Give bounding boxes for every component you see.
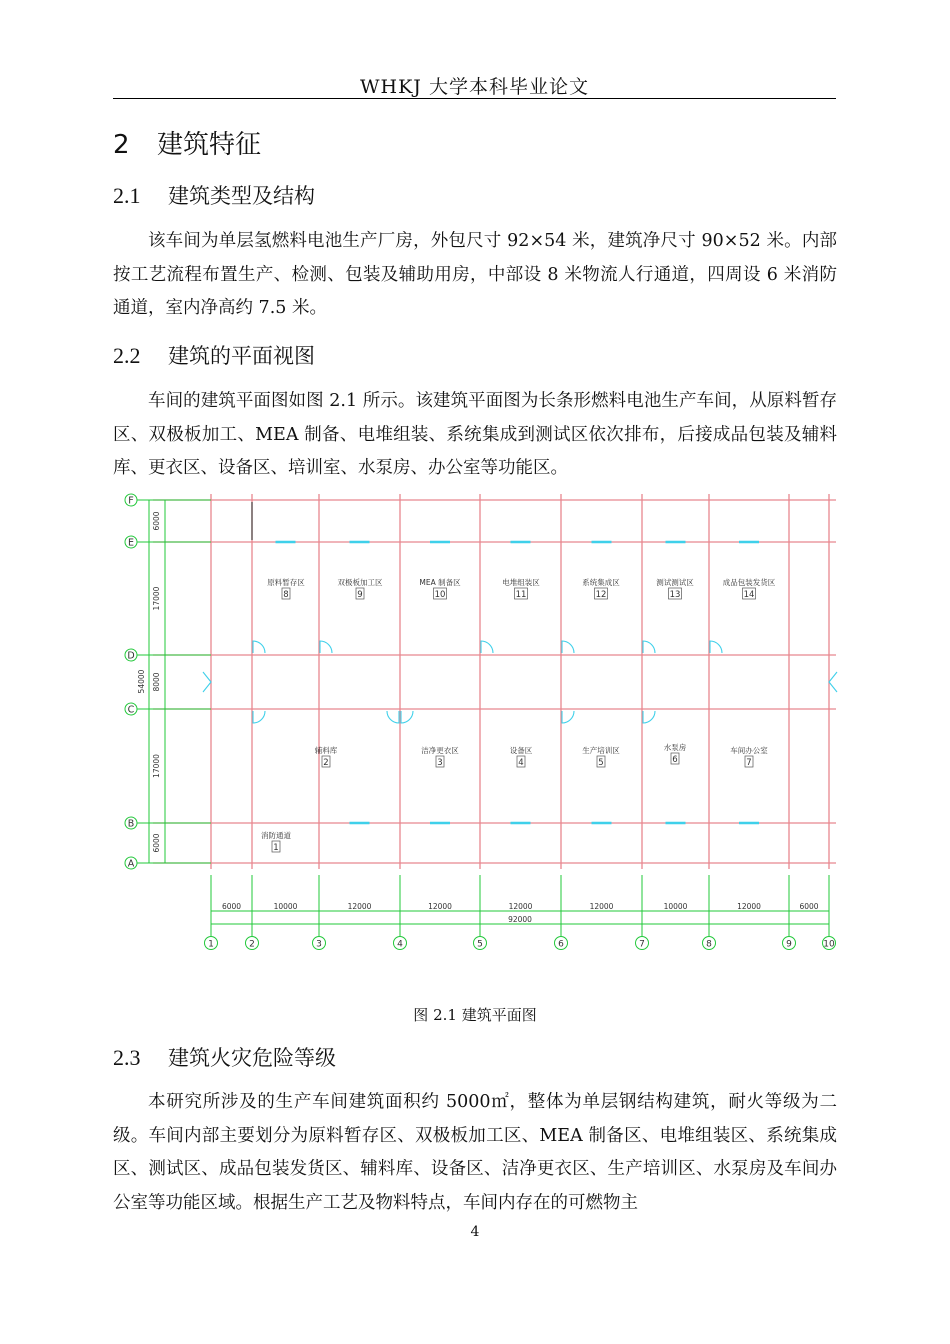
col-axis-label: 7 [639, 939, 645, 950]
row-axis-label: E [127, 537, 135, 549]
col-axis-label: 8 [706, 939, 712, 950]
room-number: 8 [283, 590, 289, 600]
chapter-number: 2 [113, 130, 130, 160]
room-name: 原料暂存区 [267, 578, 305, 587]
paragraph-floor-plan: 车间的建筑平面图如图 2.1 所示。该建筑平面图为长条形燃料电池生产车间，从原料暂存区、双极板加工、MEA 制备、电堆组装、系统集成到测试区依次排布，后接成品包装及辅料库、更衣区、设备区、培训室、水泵房、办公室等功能区。 [113, 391, 837, 478]
room-name: 双极板加工区 [337, 578, 383, 587]
room-name: 测试测试区 [656, 578, 694, 587]
row-axis-label: F [128, 495, 134, 507]
door-arc [253, 641, 265, 653]
room-name: 水泵房 [663, 743, 687, 752]
floor-plan-figure [113, 490, 843, 960]
section-number: 2.1 [113, 183, 141, 208]
col-dimension-label: 12000 [428, 902, 452, 911]
row-axis-label: B [127, 818, 135, 830]
chapter-heading [113, 124, 261, 161]
door-arc [401, 711, 413, 723]
col-axis-label: 4 [397, 939, 403, 950]
room-name: 电堆组装区 [502, 578, 540, 587]
corridor-door-left [203, 672, 211, 692]
page-number: 4 [470, 1224, 480, 1240]
corridor-door-right [829, 672, 837, 692]
room-name: MEA 制备区 [419, 578, 461, 587]
row-dimension-label: 17000 [152, 586, 161, 611]
col-axis-label: 1 [208, 939, 214, 950]
figure-caption: 图 2.1 建筑平面图 [413, 1006, 537, 1024]
room-number: 9 [357, 590, 363, 600]
col-axis-label: 6 [558, 939, 564, 950]
room-name: 洁净更衣区 [421, 746, 459, 755]
section-title: 建筑火灾危险等级 [168, 1046, 336, 1070]
chapter-title: 建筑特征 [157, 130, 262, 160]
room-number: 12 [595, 590, 607, 600]
row-axis-label: A [127, 858, 135, 870]
header-rule [113, 98, 836, 99]
door-arc [320, 641, 332, 653]
section-number: 2.2 [113, 343, 141, 368]
room-number: 6 [672, 755, 678, 765]
room-number: 2 [323, 758, 329, 768]
door-arc [481, 641, 493, 653]
section-heading-2-1 [113, 180, 315, 210]
section-heading-2-3 [113, 1042, 336, 1072]
row-dimension-label: 8000 [152, 672, 161, 692]
row-dimension-label: 17000 [152, 754, 161, 778]
room-name: 成品包装发货区 [722, 578, 776, 587]
room-number: 13 [669, 590, 681, 600]
paragraph-fire-hazard: 本研究所涉及的生产车间建筑面积约 5000㎡，整体为单层钢结构建筑，耐火等级为二级。车间内部主要划分为原料暂存区、双极板加工区、MEA 制备区、电堆组装区、系统集成区、测试区、成品包装发货区、辅料库、设备区、洁净更衣区、生产培训区、水泵房及车间办公室等功能区域。根据生产工艺及物料特点，车间内存在的可燃物主 [113, 1092, 837, 1213]
col-axis-label: 3 [316, 939, 322, 950]
room-number: 1 [273, 843, 279, 853]
room-number: 11 [515, 590, 527, 600]
door-arc [387, 711, 399, 723]
room-number: 14 [743, 590, 755, 600]
room-name: 设备区 [509, 746, 533, 755]
room-name: 系统集成区 [582, 578, 620, 587]
room-name: 车间办公室 [730, 746, 768, 755]
total-height-label: 54000 [137, 669, 146, 694]
room-name: 辅料库 [314, 746, 338, 755]
paragraph-building-type: 该车间为单层氢燃料电池生产厂房，外包尺寸 92×54 米，建筑净尺寸 90×52 米。内部按工艺流程布置生产、检测、包装及辅助用房，中部设 8 米物流人行通道，四周设 6 米消防通道，室内净高约 7.5 米。 [113, 231, 837, 318]
section-title: 建筑的平面视图 [168, 344, 315, 368]
door-arc [562, 711, 574, 723]
row-dimension-label: 6000 [152, 833, 161, 853]
col-dimension-label: 12000 [589, 902, 614, 911]
floor-plan-drawing [113, 490, 843, 960]
door-arc [710, 641, 722, 653]
room-name: 消防通道 [261, 831, 291, 840]
row-dimension-label: 6000 [152, 511, 161, 531]
door-arc [562, 641, 574, 653]
room-number: 3 [437, 758, 443, 768]
col-dimension-label: 10000 [273, 902, 298, 911]
room-name: 生产培训区 [582, 746, 620, 755]
room-number: 7 [746, 758, 752, 768]
col-dimension-label: 12000 [737, 902, 761, 911]
col-axis-label: 5 [477, 939, 483, 950]
row-axis-label: D [127, 650, 135, 662]
col-dimension-label: 12000 [508, 902, 533, 911]
col-dimension-label: 10000 [663, 902, 688, 911]
col-dimension-label: 6000 [799, 902, 819, 911]
section-heading-2-2 [113, 340, 315, 370]
door-arc [643, 641, 655, 653]
col-axis-label: 9 [786, 939, 792, 950]
col-axis-label: 2 [249, 939, 255, 950]
room-number: 10 [434, 590, 446, 600]
room-number: 5 [598, 758, 604, 768]
door-arc [253, 711, 265, 723]
section-title: 建筑类型及结构 [168, 184, 315, 208]
total-width-label: 92000 [508, 915, 532, 924]
col-axis-label: 10 [823, 939, 835, 950]
section-number: 2.3 [113, 1045, 141, 1070]
room-number: 4 [518, 758, 524, 768]
col-dimension-label: 6000 [221, 902, 242, 911]
row-axis-label: C [127, 704, 135, 716]
door-arc [643, 711, 655, 723]
col-dimension-label: 12000 [347, 902, 372, 911]
running-header: WHKJ 大学本科毕业论文 [360, 76, 589, 98]
